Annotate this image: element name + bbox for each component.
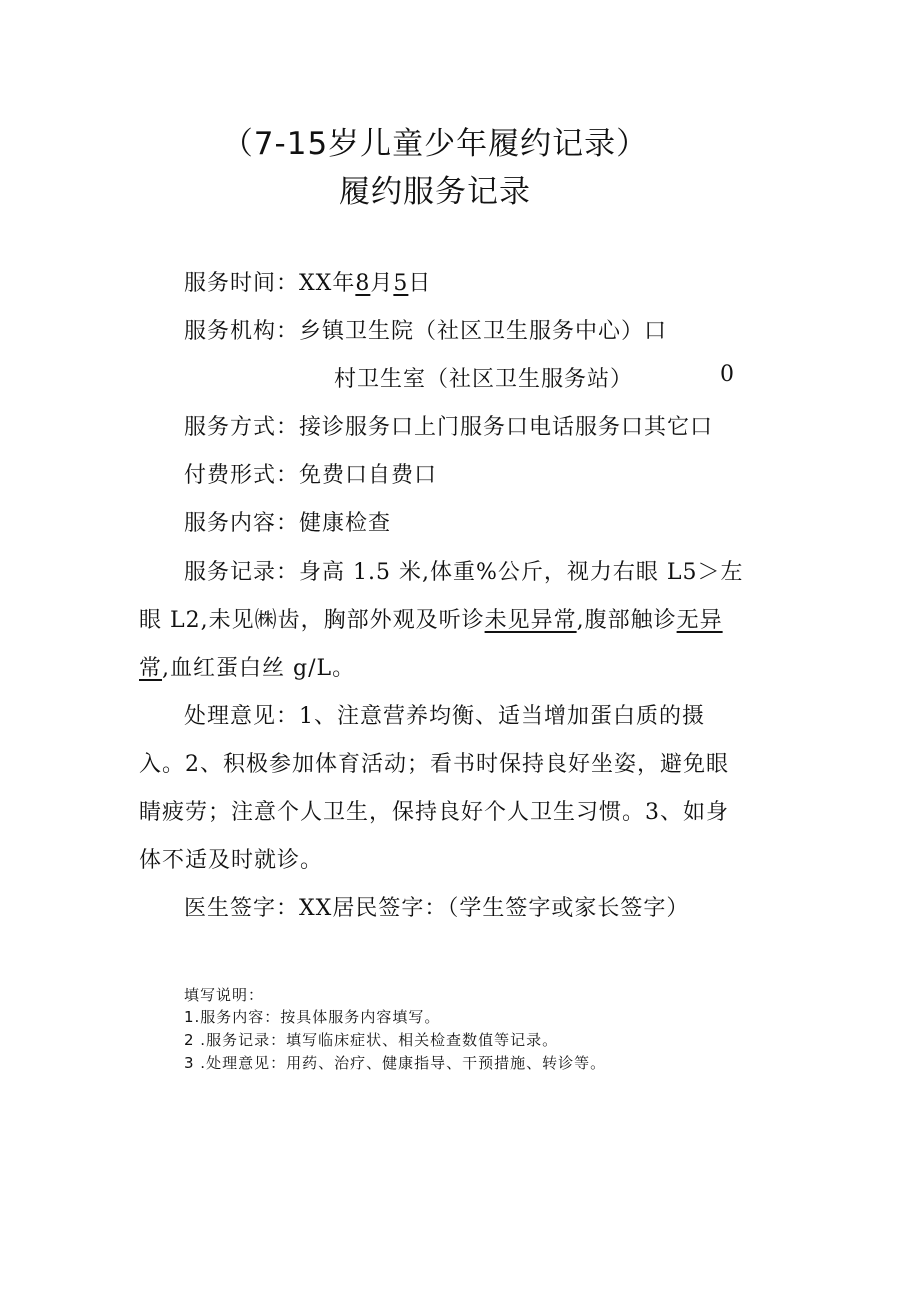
service-day: 5 [393, 271, 409, 296]
opinion-label: 处理意见： [184, 704, 300, 729]
record-line2-underline-1: 未见异常 [484, 608, 577, 633]
content-value: 康检查 [322, 511, 392, 536]
record-line3-rest: ,血红蛋白丝 g/L。 [162, 656, 356, 681]
notes-item-1: 1.服务内容：按具体服务内容填写。 [184, 1008, 441, 1026]
service-month-unit: 月 [370, 271, 394, 296]
notes-heading: 填写说明： [184, 986, 265, 1004]
opinion-row-1 [184, 699, 705, 730]
resident-signature-label: 居民签字： [332, 896, 448, 921]
service-org-line2-mark: 0 [720, 362, 735, 387]
notes-item-2: 2 .服务记录：填写临床症状、相关检查数值等记录。 [184, 1031, 559, 1049]
record-label: 服务记录： [184, 560, 300, 585]
record-line3-underline: 常 [139, 656, 163, 681]
record-line2-b: ,腹部触诊 [576, 608, 677, 633]
document-subtitle: （7-15岁儿童少年履约记录） [221, 126, 649, 162]
payment-row [184, 458, 437, 489]
service-day-unit: 日 [408, 271, 432, 296]
service-org-row [184, 314, 667, 345]
payment-value: 免费口自费口 [299, 463, 438, 488]
content-label: 服务内容： [184, 511, 300, 536]
service-month: 8 [355, 271, 371, 296]
service-org-line2: 村卫生室（社区卫生服务站） [334, 367, 634, 392]
service-mode-label: 服务方式： [184, 415, 300, 440]
service-time-row [184, 266, 431, 297]
record-line2-underline-2: 无异 [676, 608, 723, 633]
service-year-unit: 年 [332, 271, 356, 296]
doctor-signature-label: 医生签字： [184, 896, 300, 921]
service-year: XX [299, 271, 333, 296]
payment-label: 付费形式： [184, 463, 300, 488]
opinion-line3: 睛疲劳；注意个人卫生，保持良好个人卫生习惯。3、如身 [139, 800, 729, 825]
record-line1: 身高 1.5 米,体重%公斤，视力右眼 L5＞左 [299, 560, 744, 585]
record-row-1 [184, 555, 744, 586]
signature-row [184, 891, 689, 922]
service-org-label: 服务机构： [184, 319, 300, 344]
service-org-line1: 乡镇卫生院（社区卫生服务中心）口 [299, 319, 668, 344]
service-mode-row [184, 410, 713, 441]
content-row [184, 506, 391, 537]
record-row-3 [139, 651, 355, 682]
opinion-line2: 入。2、积极参加体育活动；看书时保持良好坐姿，避免眼 [139, 752, 729, 777]
record-row-2 [139, 603, 723, 634]
opinion-line4: 体不适及时就诊。 [139, 848, 324, 873]
record-line2-a: 眼 L2,未见㈱齿，胸部外观及听诊 [139, 608, 485, 633]
resident-signature-value: （学生签字或家长签字） [447, 896, 690, 921]
notes-item-3: 3 .处理意见：用药、治疗、健康指导、干预措施、转诊等。 [184, 1054, 607, 1072]
content-value-first-char: 健 [299, 511, 323, 536]
service-mode-value: 接诊服务口上门服务口电话服务口其它口 [299, 415, 714, 440]
opinion-line1: 1、注意营养均衡、适当增加蛋白质的摄 [299, 704, 706, 729]
service-time-label: 服务时间： [184, 271, 300, 296]
doctor-signature-value: XX [299, 896, 333, 921]
document-title: 履约服务记录 [339, 174, 531, 210]
